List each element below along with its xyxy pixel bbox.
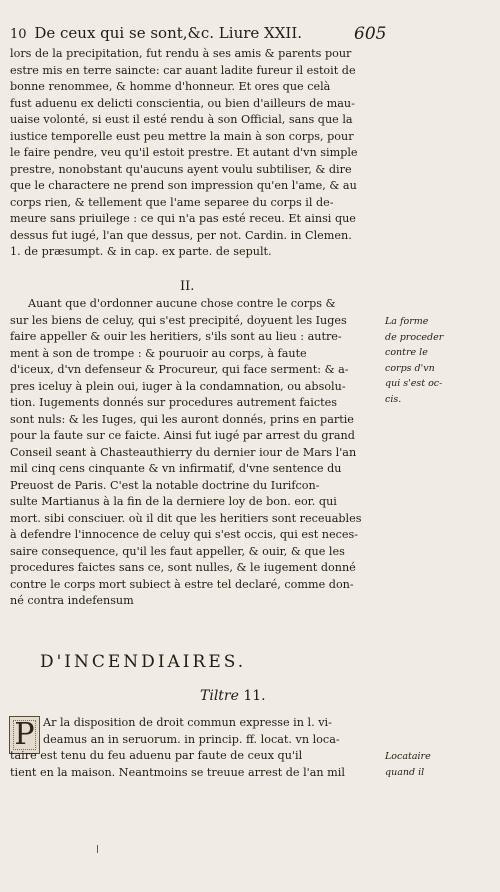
margin-note-line: corps d'vn [385,362,435,374]
text-line: saire consequence, qu'il les faut appeller, & ouir, & que les [10,544,345,558]
text-line: mil cinq cens cinquante & vn infirmatif, d'vne sentence du [10,462,342,475]
text-line: d'iceux, d'vn defenseur & Procureur, qui face serment: & a- [10,363,349,376]
text-line: sur les biens de celuy, qui s'est precipité, doyuent les Iuges [10,313,347,327]
margin-note-line: contre le [385,347,428,358]
margin-note-line: cis. [385,393,402,405]
text-line: taire est tenu du feu aduenu par faute de ceux qu'il [10,749,303,762]
margin-note-line: qui s'est oc- [385,378,443,389]
margin-note-line: La forme [385,316,429,327]
text-line: Conseil seant à Chasteauthierry du dernier iour de Mars l'an [10,445,357,459]
text-line: pour la faute sur ce faicte. Ainsi fut iugé par arrest du grand [10,429,355,442]
text-line: corps rien, & tellement que l'ame separee du corps il de- [10,195,334,209]
text-line: dessus fut iugé, l'an que dessus, per not. Cardin. in Clemen. [10,228,352,242]
text-line: iustice temporelle eust peu mettre la main à son corps, pour [10,129,354,143]
text-line: prestre, nonobstant qu'aucuns ayent voulu subtiliser, & dire [10,162,352,176]
text-line: estre mis en terre saincte: car auant ladite fureur il estoit de [10,63,356,77]
text-line: Preuost de Paris. C'est la notable doctrine du Iurifcon- [10,478,320,492]
section-one-text [10,46,385,261]
text-line: Auant que d'ordonner aucune chose contre le corps & [28,297,336,310]
text-line: tient en la maison. Neantmoins se treuue arrest de l'an mil [10,765,345,779]
text-line: sont nuls: & les Iuges, qui les auront donnés, prins en partie [10,412,354,426]
text-line: bonne renommee, & homme d'honneur. Et ores que celà [10,80,331,93]
text-line: faire appeller & ouir les heritiers, s'ils sont au lieu : autre- [10,330,342,343]
text-line: procedures faictes sans ce, sont nulles, & le iugement donné [10,561,356,574]
text-line: à defendre l'innocence de celuy qui s'est occis, qui est neces- [10,528,359,541]
drop-cap-initial: P [9,716,40,754]
margin-note-line: quand il [385,766,425,778]
margin-note-line: de proceder [385,331,444,343]
margin-note-line: Locataire [385,751,431,762]
margin-note-locataire [385,749,495,780]
final-section-text [10,715,385,781]
text-line: né contra indefensum [10,594,134,607]
running-header [10,24,360,42]
text-line: le faire pendre, veu qu'il estoit prestre. Et autant d'vn simple [10,146,358,159]
folio-number: 605 [354,24,387,44]
text-line: deamus an in seruorum. in princip. ff. locat. vn loca- [43,732,340,746]
running-title: De ceux qui se sont,&c. Liure XXII. [34,24,303,42]
section-two-text [10,296,385,610]
text-line: uaise volonté, si eust il esté rendu à son Official, sans que la [10,113,353,126]
chapter-subtitle [200,688,266,704]
paper-speck [97,845,98,853]
text-line: lors de la precipitation, fut rendu à ses amis & parents pour [10,47,352,60]
text-line: 1. de præsumpt. & in cap. ex parte. de sepult. [10,245,272,258]
page-number: 10 [10,27,27,42]
chapter-title: D'INCENDIAIRES. [40,652,247,672]
text-line: Ar la disposition de droit commun expresse in l. vi- [43,716,332,729]
subtitle-number: 11. [243,688,266,704]
subtitle-label: Tiltre [200,688,239,704]
section-number: II. [180,279,195,294]
text-line: tion. Iugements donnés sur procedures autrement faictes [10,396,337,409]
text-line: contre le corps mort subiect à estre tel declaré, comme don- [10,577,354,591]
text-line: pres iceluy à plein oui, iuger à la condamnation, ou absolu- [10,379,346,393]
text-line: que le charactere ne prend son impression qu'en l'ame, & au [10,179,357,192]
text-line: mort. sibi consciuer. où il dit que les heritiers sont receuables [10,511,362,525]
text-line: ment à son de trompe : & pouruoir au corps, à faute [10,346,307,360]
text-line: sulte Martianus à la fin de la derniere loy de bon. eor. qui [10,495,337,508]
text-line: fust aduenu ex delicti conscientia, ou bien d'ailleurs de mau- [10,96,355,110]
margin-note-forme [385,314,495,407]
text-line: meure sans priuilege : ce qui n'a pas esté receu. Et ainsi que [10,212,356,225]
